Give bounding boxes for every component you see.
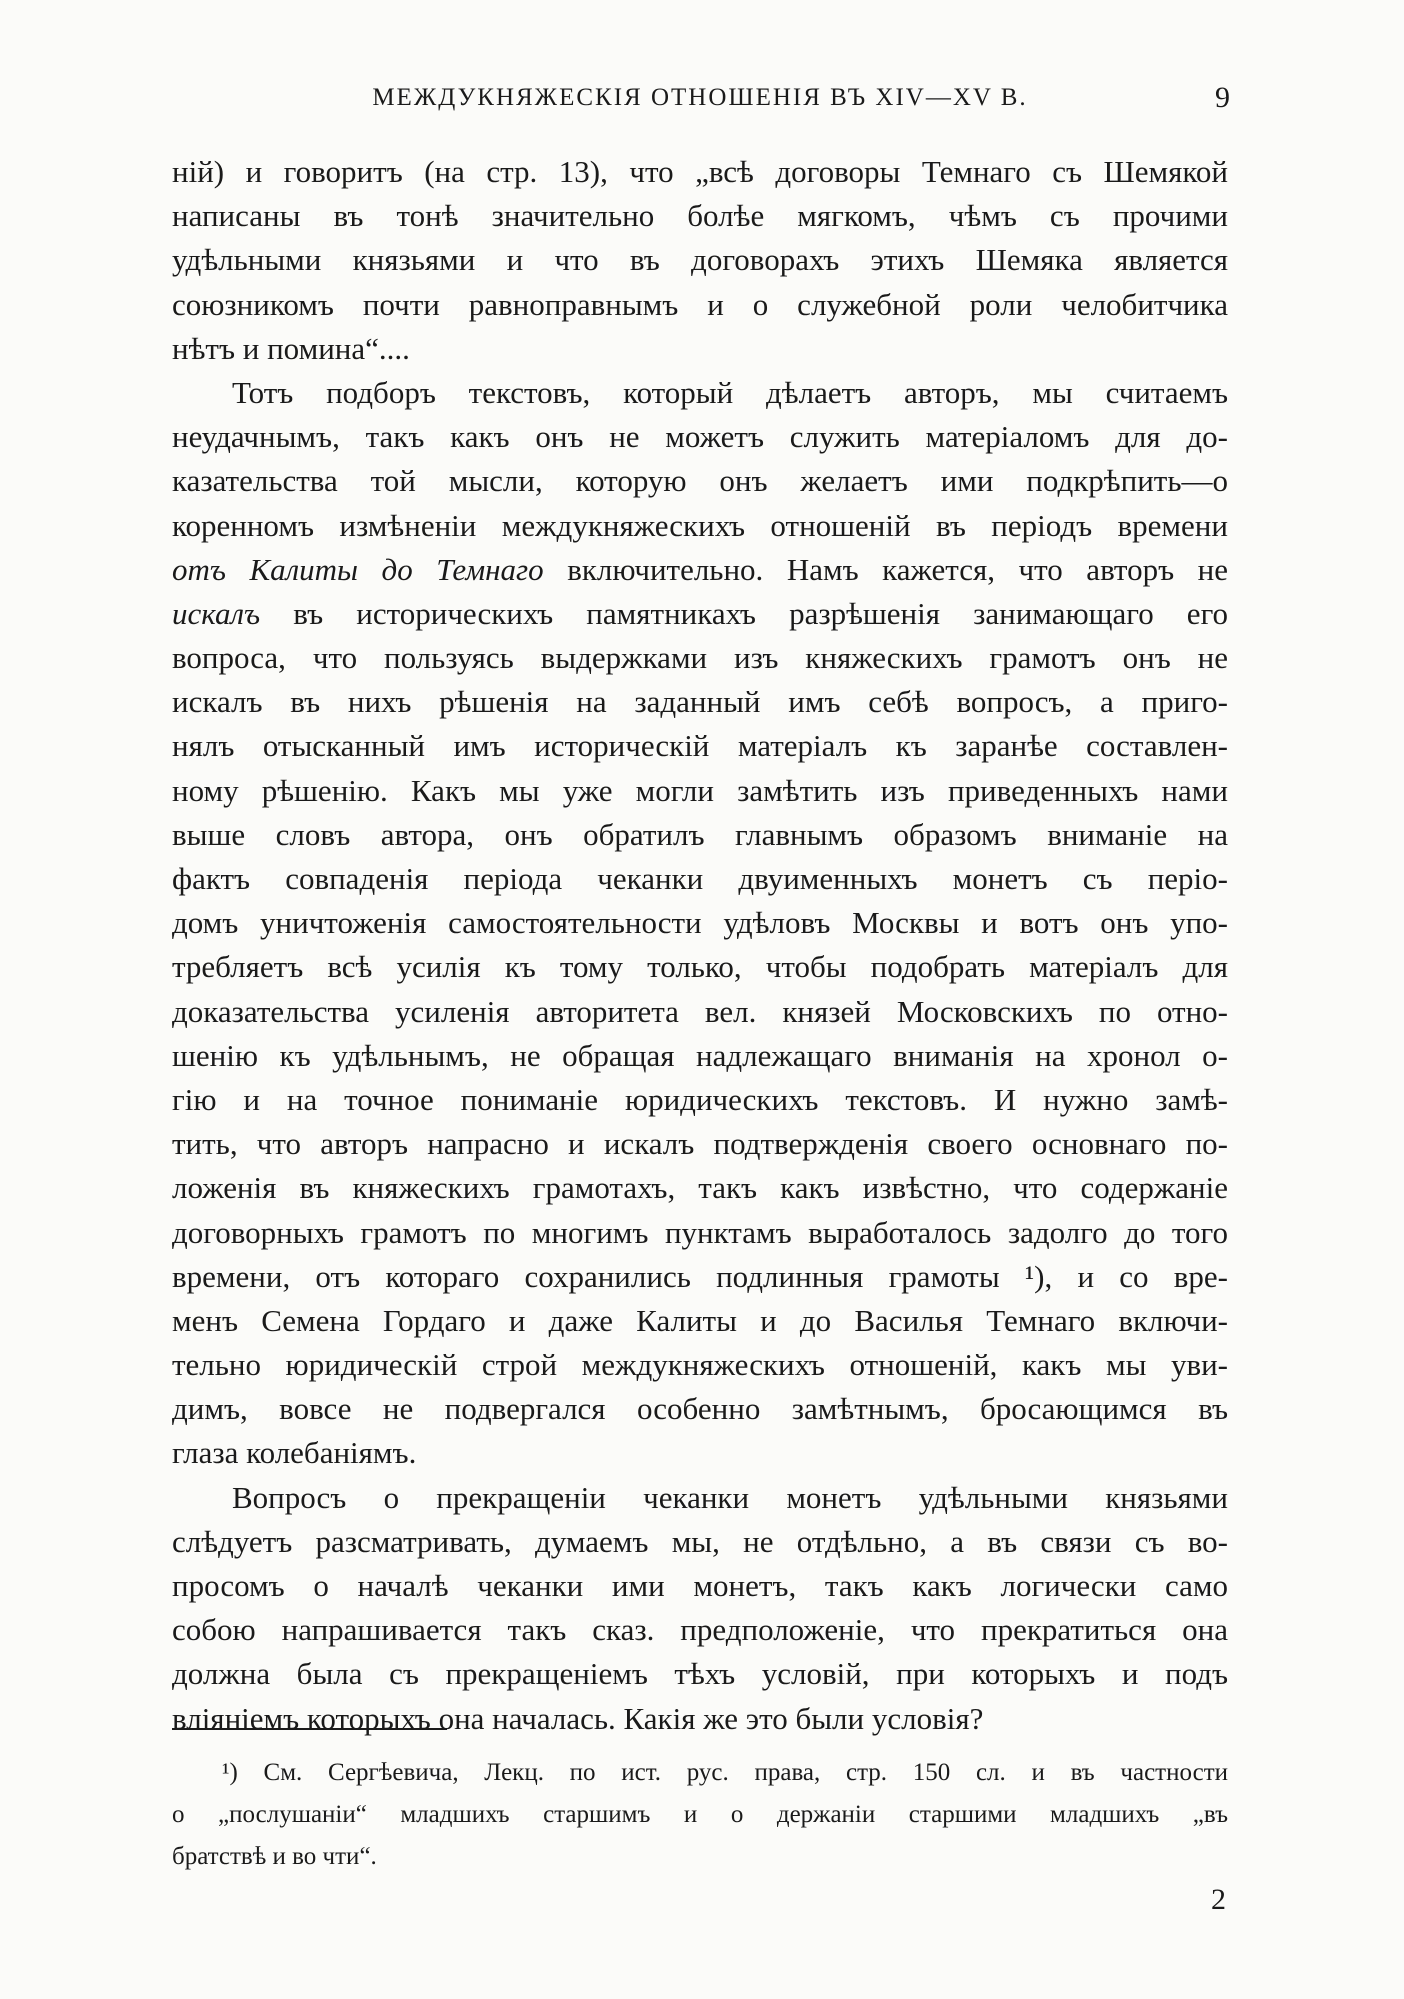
text-line: фактъ совпаденія періода чеканки двуименныхъ монетъ съ періо- bbox=[172, 861, 1228, 896]
text-line: слѣдуетъ разсматривать, думаемъ мы, не отдѣльно, а въ связи съ во- bbox=[172, 1523, 1228, 1559]
text-line: выше словъ автора, онъ обратилъ главнымъ образомъ вниманіе на bbox=[172, 816, 1228, 852]
text-line: неудачнымъ, такъ какъ онъ не можетъ служить матеріаломъ для до- bbox=[172, 419, 1228, 455]
text-line: удѣльными князьями и что въ договорахъ этихъ Шемяка является bbox=[172, 242, 1228, 278]
footnote-line: о „послушаніи“ младшихъ старшимъ и о держаніи старшими младшихъ „въ bbox=[172, 1801, 1228, 1828]
text-line: димъ, вовсе не подвергался особенно замѣтнымъ, бросающимся въ bbox=[172, 1391, 1228, 1427]
text-line-mixed bbox=[172, 592, 1228, 636]
footnote-divider bbox=[172, 1728, 447, 1730]
text-line: тить, что авторъ напрасно и искалъ подтвержденія своего основнаго по- bbox=[172, 1126, 1228, 1162]
footnotes bbox=[172, 1752, 1228, 1878]
page-number: 9 bbox=[1215, 81, 1230, 114]
text-line: шенію къ удѣльнымъ, не обращая надлежащаго вниманія на хронол о- bbox=[172, 1037, 1228, 1073]
text-line: искалъ въ нихъ рѣшенія на заданный имъ себѣ вопросъ, а приго- bbox=[172, 684, 1228, 720]
running-title: МЕЖДУКНЯЖЕСКІЯ ОТНОШЕНІЯ ВЪ XIV—XV В. bbox=[372, 84, 1028, 111]
text-line-mixed bbox=[172, 548, 1228, 592]
text-line: просомъ о началѣ чеканки ими монетъ, такъ какъ логически само bbox=[172, 1568, 1228, 1603]
text-line: глаза колебаніямъ. bbox=[172, 1435, 417, 1471]
text-line: нялъ отысканный имъ историческій матеріалъ къ заранѣе составлен- bbox=[172, 728, 1228, 764]
text-line: времени, отъ котораго сохранились подлинныя грамоты ¹), и со вре- bbox=[172, 1258, 1228, 1294]
text-line: нѣтъ и помина“.... bbox=[172, 330, 410, 366]
text-line: коренномъ измѣненіи междукняжескихъ отношеній въ періодъ времени bbox=[172, 507, 1228, 543]
text-line: ложенія въ княжескихъ грамотахъ, такъ какъ извѣстно, что содержаніе bbox=[172, 1170, 1228, 1206]
text-line: союзникомъ почти равноправнымъ и о служебной роли челобитчика bbox=[172, 286, 1228, 322]
footnote-line: ¹) См. Сергѣевича, Лекц. по ист. рус. права, стр. 150 сл. и въ частности bbox=[222, 1759, 1228, 1786]
text-fragment: въ историческихъ памятникахъ разрѣшенія занимающаго его bbox=[293, 595, 1228, 631]
body-text bbox=[172, 150, 1228, 1741]
text-line: Вопросъ о прекращеніи чеканки монетъ удѣльными князьями bbox=[232, 1479, 1228, 1515]
running-head bbox=[170, 78, 1230, 118]
text-line: вліяніемъ которыхъ она началась. Какія же это были условія? bbox=[172, 1700, 984, 1736]
text-line: доказательства усиленія авторитета вел. князей Московскихъ по отно- bbox=[172, 993, 1228, 1029]
text-line: ній) и говоритъ (на стр. 13), что „всѣ договоры Темнаго съ Шемякой bbox=[172, 154, 1228, 189]
text-line: казательства той мысли, которую онъ желаетъ ими подкрѣпить—о bbox=[172, 463, 1228, 499]
text-line: должна была съ прекращеніемъ тѣхъ условій, при которыхъ и подъ bbox=[172, 1656, 1228, 1692]
text-line: написаны въ тонѣ значительно болѣе мягкомъ, чѣмъ съ прочими bbox=[172, 198, 1228, 234]
text-line: договорныхъ грамотъ по многимъ пунктамъ выработалось задолго до того bbox=[172, 1214, 1228, 1250]
text-line: гію и на точное пониманіе юридическихъ текстовъ. И нужно замѣ- bbox=[172, 1081, 1228, 1117]
text-line: тельно юридическій строй междукняжескихъ отношеній, какъ мы уви- bbox=[172, 1347, 1228, 1383]
text-line: собою напрашивается такъ сказ. предположеніе, что прекратиться она bbox=[172, 1612, 1228, 1648]
text-fragment: включительно. Намъ кажется, что авторъ не bbox=[567, 551, 1228, 587]
italic-phrase: отъ Калиты до Темнаго bbox=[172, 551, 544, 587]
text-line: Тотъ подборъ текстовъ, который дѣлаетъ авторъ, мы считаемъ bbox=[232, 374, 1228, 410]
text-line: менъ Семена Гордаго и даже Калиты и до Василья Темнаго включи- bbox=[172, 1302, 1228, 1338]
italic-word: искалъ bbox=[172, 595, 261, 631]
text-line: требляетъ всѣ усилія къ тому только, чтобы подобрать матеріалъ для bbox=[172, 949, 1228, 985]
text-line: домъ уничтоженія самостоятельности удѣловъ Москвы и вотъ онъ упо- bbox=[172, 905, 1228, 941]
text-line: ному рѣшенію. Какъ мы уже могли замѣтить изъ приведенныхъ нами bbox=[172, 772, 1228, 808]
footnote-line: братствѣ и во чти“. bbox=[172, 1843, 377, 1870]
signature-mark: 2 bbox=[1211, 1883, 1226, 1916]
text-line: вопроса, что пользуясь выдержками изъ княжескихъ грамотъ онъ не bbox=[172, 640, 1228, 676]
